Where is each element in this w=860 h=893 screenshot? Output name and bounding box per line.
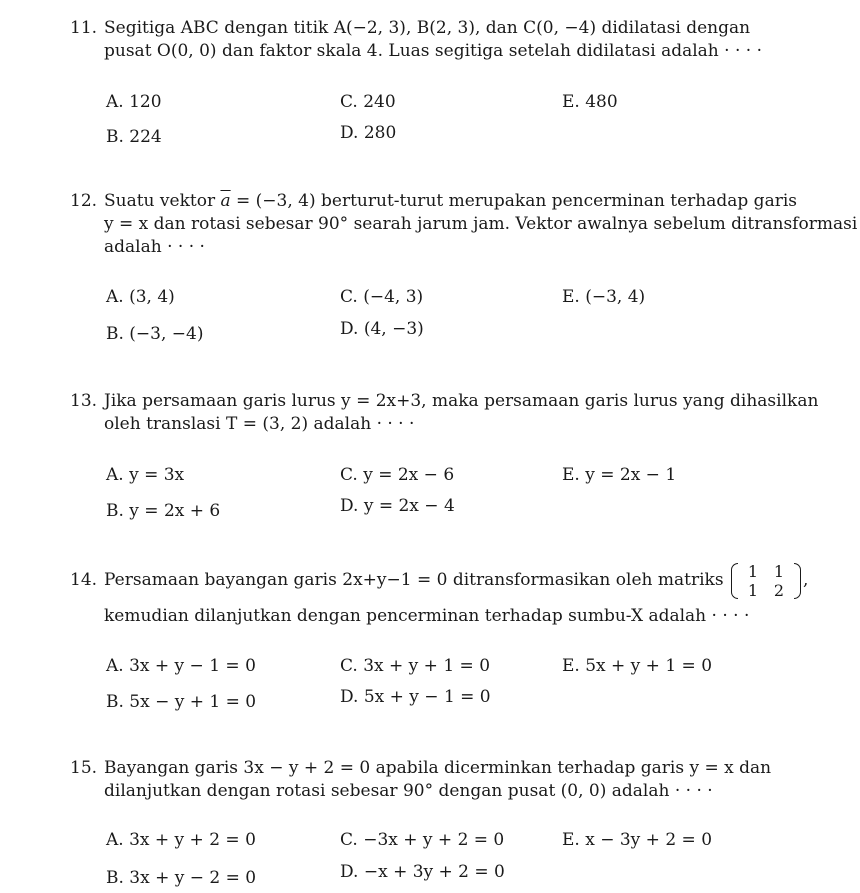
- question-number: 15.: [70, 758, 98, 778]
- option-e[interactable]: E. 480: [562, 92, 618, 112]
- question-number: 11.: [70, 18, 98, 38]
- option-b[interactable]: B. (−3, −4): [106, 324, 204, 344]
- option-b[interactable]: B. 224: [106, 127, 162, 147]
- option-c[interactable]: C. y = 2x − 6: [340, 465, 455, 485]
- option-e[interactable]: E. y = 2x − 1: [562, 465, 677, 485]
- question-number: 13.: [70, 391, 98, 411]
- option-c[interactable]: C. (−4, 3): [340, 287, 424, 307]
- option-c[interactable]: C. −3x + y + 2 = 0: [340, 830, 505, 850]
- question-text-line: adalah · · · ·: [104, 237, 205, 257]
- question-text-line: Suatu vektor $\overline{a} = (-3$, 4) berturut-turut merupakan pencerminan terhadap garis: [104, 191, 797, 211]
- option-b[interactable]: B. y = 2x + 6: [106, 501, 221, 521]
- question-text-line: Bayangan garis 3x − y + 2 = 0 apabila dicerminkan terhadap garis y = x dan: [104, 758, 772, 778]
- question-text-line: dilanjutkan dengan rotasi sebesar 90° dengan pusat (0, 0) adalah · · · ·: [104, 781, 713, 801]
- option-e[interactable]: E. x − 3y + 2 = 0: [562, 830, 713, 850]
- question-number: 12.: [70, 191, 98, 211]
- option-d[interactable]: D. y = 2x − 4: [340, 496, 455, 516]
- option-a[interactable]: A. 3x + y + 2 = 0: [106, 830, 256, 850]
- question-text-line: Segitiga ABC dengan titik A(−2, 3), B(2, 3), dan C(0, −4) didilatasi dengan: [104, 18, 751, 38]
- option-e[interactable]: E. 5x + y + 1 = 0: [562, 656, 713, 676]
- option-a[interactable]: A. (3, 4): [106, 287, 175, 307]
- question-text-line: y = x dan rotasi sebesar 90° searah jarum jam. Vektor awalnya sebelum ditransformasi: [104, 214, 858, 234]
- transformation-matrix: 1 1 1 2: [731, 562, 801, 600]
- question-text-line: pusat O(0, 0) dan faktor skala 4. Luas segitiga setelah didilatasi adalah · · · ·: [104, 41, 762, 61]
- question-text-line: kemudian dilanjutkan dengan pencerminan terhadap sumbu-X adalah · · · ·: [104, 606, 750, 626]
- question-text-line: Jika persamaan garis lurus y = 2x+3, maka persamaan garis lurus yang dihasilkan: [104, 391, 819, 411]
- question-number: 14.: [70, 570, 98, 590]
- option-a[interactable]: A. 120: [106, 92, 162, 112]
- option-e[interactable]: E. (−3, 4): [562, 287, 646, 307]
- option-c[interactable]: C. 240: [340, 92, 396, 112]
- vector-a: $\overline{a}$: [220, 191, 231, 211]
- question-text-line: oleh translasi T = (3, 2) adalah · · · ·: [104, 414, 415, 434]
- option-b[interactable]: B. 5x − y + 1 = 0: [106, 692, 257, 712]
- option-d[interactable]: D. 5x + y − 1 = 0: [340, 687, 491, 707]
- option-b[interactable]: B. 3x + y − 2 = 0: [106, 868, 257, 888]
- option-c[interactable]: C. 3x + y + 1 = 0: [340, 656, 491, 676]
- option-d[interactable]: D. 280: [340, 123, 397, 143]
- option-a[interactable]: A. 3x + y − 1 = 0: [106, 656, 256, 676]
- option-d[interactable]: D. −x + 3y + 2 = 0: [340, 862, 505, 882]
- option-a[interactable]: A. y = 3x: [106, 465, 185, 485]
- option-d[interactable]: D. (4, −3): [340, 319, 424, 339]
- question-text-line: Persamaan bayangan garis 2x+y−1 = 0 ditransformasikan oleh matriks 1 1 1 2 ,: [104, 561, 809, 600]
